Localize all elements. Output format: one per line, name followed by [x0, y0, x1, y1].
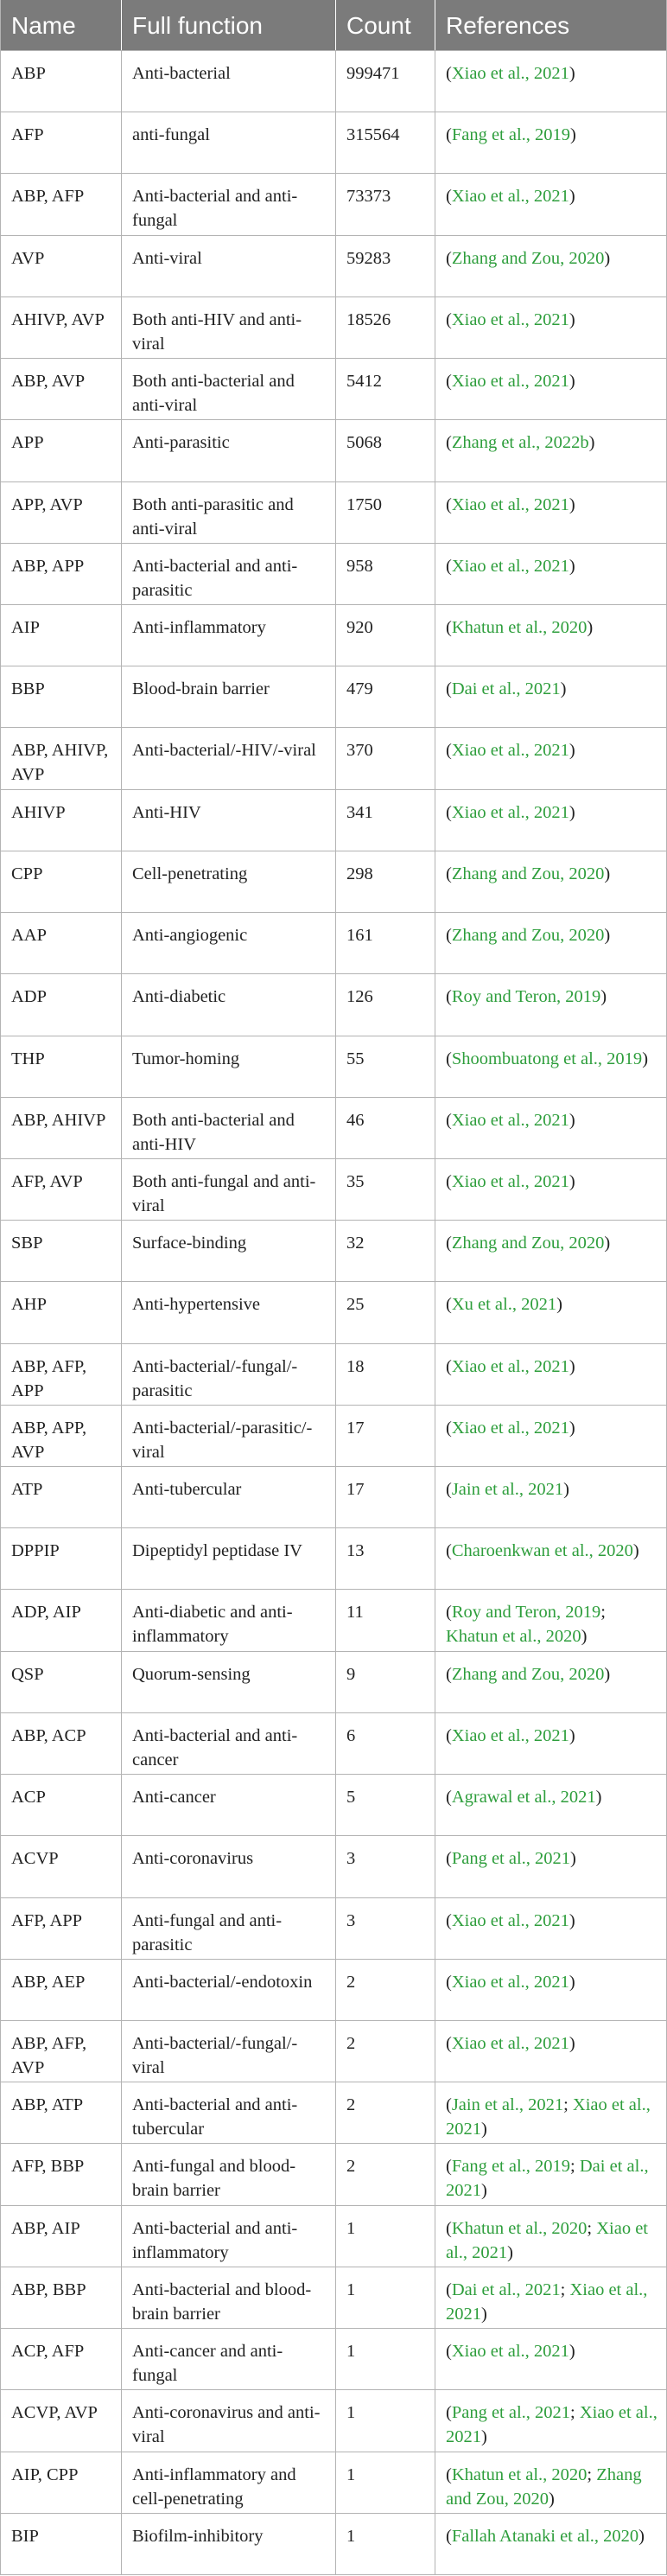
reference-link[interactable]: Pang et al., 2021	[451, 1849, 571, 1869]
table-row	[1, 481, 666, 543]
reference-link[interactable]: Jain et al., 2021	[451, 1480, 564, 1500]
table-row	[1, 112, 666, 173]
cell-references: (Xiao et al., 2021)	[446, 2342, 575, 2362]
reference-link[interactable]: Xiao et al., 2021	[451, 1171, 569, 1191]
cell-count: 1	[336, 2329, 435, 2389]
table-body	[1, 50, 666, 2574]
reference-link[interactable]: Xiao et al., 2021	[451, 1972, 569, 1992]
table-row	[1, 1527, 666, 1589]
cell-full-function: anti-fungal	[122, 112, 336, 173]
cell-full-function: Anti-bacterial	[122, 51, 336, 112]
reference-link[interactable]: Fallah Atanaki et al., 2020	[451, 2526, 639, 2546]
table-row	[1, 2389, 666, 2451]
cell-count: 5068	[336, 420, 435, 481]
cell-full-function: Anti-bacterial/-fungal/-parasitic	[122, 1344, 336, 1405]
table-row	[1, 1835, 666, 1897]
cell-name: ABP, ACP	[1, 1713, 122, 1774]
reference-link[interactable]: Xiao et al., 2021	[446, 2403, 657, 2447]
cell-references: (Xiao et al., 2021)	[446, 187, 575, 207]
cell-full-function: Surface-binding	[122, 1221, 336, 1281]
cell-name: AVP	[1, 236, 122, 296]
cell-name: APP	[1, 420, 122, 481]
cell-count: 479	[336, 666, 435, 727]
cell-name: AIP	[1, 605, 122, 666]
reference-link[interactable]: Xiao et al., 2021	[451, 1110, 569, 1130]
cell-count: 920	[336, 605, 435, 666]
table-row	[1, 173, 666, 234]
cell-full-function: Anti-cancer and anti-fungal	[122, 2329, 336, 2389]
cell-name: ABP, APP, AVP	[1, 1406, 122, 1466]
cell-name: ABP, BBP	[1, 2267, 122, 2328]
cell-name: ABP, AFP, AVP	[1, 2021, 122, 2082]
cell-count: 11	[336, 1590, 435, 1650]
reference-link[interactable]: Zhang and Zou, 2020	[451, 248, 605, 268]
cell-references: (Jain et al., 2021)	[446, 1480, 569, 1500]
reference-link[interactable]: Xiao et al., 2021	[451, 1418, 569, 1438]
cell-count: 32	[336, 1221, 435, 1281]
table-row	[1, 50, 666, 112]
reference-link[interactable]: Charoenkwan et al., 2020	[451, 1541, 633, 1561]
cell-name: ACVP, AVP	[1, 2390, 122, 2451]
cell-references: (Khatun et al., 2020)	[446, 617, 594, 637]
cell-full-function: Anti-fungal and anti-parasitic	[122, 1898, 336, 1959]
reference-link[interactable]: Khatun et al., 2020	[446, 1627, 581, 1647]
reference-link[interactable]: Xiao et al., 2021	[451, 309, 569, 329]
cell-references: (Zhang and Zou, 2020)	[446, 926, 611, 946]
table-row	[1, 973, 666, 1035]
cell-count: 1	[336, 2267, 435, 2328]
reference-link[interactable]: Zhang and Zou, 2020	[451, 926, 605, 946]
cell-references: (Xiao et al., 2021)	[446, 372, 575, 392]
reference-link[interactable]: Fang et al., 2019	[451, 125, 571, 145]
cell-references: (Zhang and Zou, 2020)	[446, 1234, 611, 1253]
cell-full-function: Anti-hypertensive	[122, 1282, 336, 1342]
cell-references: (Roy and Teron, 2019)	[446, 987, 607, 1007]
cell-name: AHIVP	[1, 790, 122, 851]
cell-references: (Zhang and Zou, 2020)	[446, 864, 611, 883]
cell-name: QSP	[1, 1652, 122, 1712]
reference-link[interactable]: Xiao et al., 2021	[451, 802, 569, 822]
cell-references: (Shoombuatong et al., 2019)	[446, 1049, 649, 1068]
cell-count: 958	[336, 544, 435, 604]
cell-count: 73373	[336, 174, 435, 234]
cell-references: (Xiao et al., 2021)	[446, 1910, 575, 1930]
cell-references: (Xiao et al., 2021)	[446, 1972, 575, 1992]
cell-full-function: Anti-bacterial and blood-brain barrier	[122, 2267, 336, 2328]
table-row	[1, 2143, 666, 2204]
table-row	[1, 1158, 666, 1220]
table-row	[1, 1281, 666, 1342]
cell-full-function: Anti-inflammatory and cell-penetrating	[122, 2452, 336, 2513]
cell-name: AHP	[1, 1282, 122, 1342]
table-row	[1, 2020, 666, 2082]
cell-count: 370	[336, 728, 435, 788]
cell-references: (Xiao et al., 2021)	[446, 1418, 575, 1438]
cell-references: (Jain et al., 2021; Xiao et al., 2021)	[446, 2095, 651, 2139]
cell-full-function: Cell-penetrating	[122, 851, 336, 912]
reference-link[interactable]: Xiao et al., 2021	[451, 494, 569, 514]
cell-count: 999471	[336, 51, 435, 112]
reference-link[interactable]: Dai et al., 2021	[451, 2280, 561, 2299]
cell-count: 13	[336, 1528, 435, 1589]
cell-references: (Xiao et al., 2021)	[446, 1356, 575, 1376]
header-references: References	[446, 12, 570, 39]
cell-references: (Xiao et al., 2021)	[446, 741, 575, 761]
cell-full-function: Anti-diabetic	[122, 974, 336, 1035]
reference-link[interactable]: Xiao et al., 2021	[446, 2218, 649, 2262]
table-row	[1, 727, 666, 788]
reference-link[interactable]: Zhang and Zou, 2020	[451, 1234, 605, 1253]
table-row	[1, 912, 666, 973]
cell-references: (Xiao et al., 2021)	[446, 2034, 575, 2053]
cell-count: 1750	[336, 482, 435, 543]
table-row	[1, 296, 666, 358]
reference-link[interactable]: Xiao et al., 2021	[451, 1356, 569, 1376]
table-row	[1, 1589, 666, 1650]
cell-name: ACP	[1, 1775, 122, 1835]
reference-link[interactable]: Dai et al., 2021	[451, 679, 561, 699]
cell-full-function: Anti-parasitic	[122, 420, 336, 481]
cell-references: (Charoenkwan et al., 2020)	[446, 1541, 639, 1561]
cell-references: (Dai et al., 2021)	[446, 679, 567, 699]
cell-full-function: Anti-bacterial and anti-parasitic	[122, 544, 336, 604]
cell-references: (Xiao et al., 2021)	[446, 64, 575, 83]
cell-full-function: Anti-bacterial/-endotoxin	[122, 1960, 336, 2020]
cell-references: (Xiao et al., 2021)	[446, 802, 575, 822]
table-row	[1, 1036, 666, 1097]
reference-link[interactable]: Xiao et al., 2021	[451, 1725, 569, 1745]
cell-name: AFP	[1, 112, 122, 173]
table-row	[1, 2082, 666, 2143]
cell-references: (Xu et al., 2021)	[446, 1295, 562, 1315]
cell-name: ATP	[1, 1467, 122, 1527]
cell-full-function: Blood-brain barrier	[122, 666, 336, 727]
cell-count: 2	[336, 2021, 435, 2082]
cell-full-function: Anti-inflammatory	[122, 605, 336, 666]
cell-full-function: Anti-tubercular	[122, 1467, 336, 1527]
table-header	[1, 0, 666, 50]
table-row	[1, 543, 666, 604]
table-row	[1, 789, 666, 851]
cell-full-function: Dipeptidyl peptidase IV	[122, 1528, 336, 1589]
reference-link[interactable]: Roy and Teron, 2019	[451, 1603, 601, 1623]
table-row	[1, 851, 666, 912]
header-count: Count	[336, 0, 435, 50]
cell-name: AAP	[1, 913, 122, 973]
cell-count: 55	[336, 1036, 435, 1097]
reference-link[interactable]: Xiao et al., 2021	[451, 741, 569, 761]
cell-name: ABP, AEP	[1, 1960, 122, 2020]
cell-name: AFP, BBP	[1, 2144, 122, 2204]
cell-name: CPP	[1, 851, 122, 912]
reference-link[interactable]: Roy and Teron, 2019	[451, 987, 601, 1007]
table-row	[1, 2513, 666, 2574]
table-row	[1, 604, 666, 666]
cell-references: (Xiao et al., 2021)	[446, 1725, 575, 1745]
cell-full-function: Anti-fungal and blood-brain barrier	[122, 2144, 336, 2204]
cell-full-function: Anti-bacterial and anti-tubercular	[122, 2082, 336, 2143]
reference-link[interactable]: Agrawal et al., 2021	[451, 1788, 596, 1808]
reference-link[interactable]: Xiao et al., 2021	[451, 64, 569, 83]
cell-full-function: Anti-diabetic and anti-inflammatory	[122, 1590, 336, 1650]
cell-full-function: Both anti-bacterial and anti-HIV	[122, 1098, 336, 1158]
header-full-function: Full function	[122, 0, 336, 50]
reference-link[interactable]: Xiao et al., 2021	[451, 2342, 569, 2362]
cell-full-function: Anti-angiogenic	[122, 913, 336, 973]
table-row	[1, 2205, 666, 2267]
reference-link[interactable]: Xiao et al., 2021	[446, 2095, 651, 2139]
cell-name: ACVP	[1, 1836, 122, 1897]
cell-name: BBP	[1, 666, 122, 727]
table-row	[1, 666, 666, 727]
cell-name: ABP, AHIVP, AVP	[1, 728, 122, 788]
cell-references: (Roy and Teron, 2019; Khatun et al., 2020)	[446, 1603, 606, 1647]
cell-full-function: Both anti-bacterial and anti-viral	[122, 359, 336, 419]
reference-link[interactable]: Khatun et al., 2020	[451, 2218, 588, 2238]
table-row	[1, 1712, 666, 1774]
cell-full-function: Anti-bacterial/-fungal/-viral	[122, 2021, 336, 2082]
cell-name: AFP, APP	[1, 1898, 122, 1959]
cell-references: (Xiao et al., 2021)	[446, 309, 575, 329]
table-row	[1, 1466, 666, 1527]
cell-count: 18	[336, 1344, 435, 1405]
cell-count: 3	[336, 1898, 435, 1959]
cell-count: 46	[336, 1098, 435, 1158]
cell-name: ABP, AFP, APP	[1, 1344, 122, 1405]
cell-count: 18526	[336, 297, 435, 358]
cell-references: (Xiao et al., 2021)	[446, 494, 575, 514]
cell-full-function: Tumor-homing	[122, 1036, 336, 1097]
cell-name: ABP, AHIVP	[1, 1098, 122, 1158]
cell-count: 59283	[336, 236, 435, 296]
cell-references: (Agrawal et al., 2021)	[446, 1788, 602, 1808]
cell-full-function: Anti-bacterial and anti-fungal	[122, 174, 336, 234]
cell-count: 35	[336, 1159, 435, 1220]
cell-name: ACP, AFP	[1, 2329, 122, 2389]
cell-count: 17	[336, 1406, 435, 1466]
cell-full-function: Anti-coronavirus and anti-viral	[122, 2390, 336, 2451]
cell-references: (Zhang and Zou, 2020)	[446, 248, 611, 268]
cell-count: 9	[336, 1652, 435, 1712]
cell-count: 1	[336, 2206, 435, 2267]
cell-references: (Khatun et al., 2020; Zhang and Zou, 2020)	[446, 2464, 642, 2509]
reference-link[interactable]: Xiao et al., 2021	[451, 1910, 569, 1930]
table-row	[1, 1343, 666, 1405]
cell-full-function: Anti-HIV	[122, 790, 336, 851]
cell-count: 3	[336, 1836, 435, 1897]
cell-count: 298	[336, 851, 435, 912]
cell-name: ABP, ATP	[1, 2082, 122, 2143]
table-row	[1, 1959, 666, 2020]
reference-link[interactable]: Xiao et al., 2021	[451, 372, 569, 392]
reference-link[interactable]: Fang et al., 2019	[451, 2157, 571, 2177]
reference-link[interactable]: Khatun et al., 2020	[451, 617, 588, 637]
cell-full-function: Both anti-HIV and anti-viral	[122, 297, 336, 358]
cell-references: (Dai et al., 2021; Xiao et al., 2021)	[446, 2280, 648, 2324]
cell-full-function: Anti-coronavirus	[122, 1836, 336, 1897]
reference-link[interactable]: Jain et al., 2021	[451, 2095, 564, 2115]
table-row	[1, 2452, 666, 2513]
cell-count: 126	[336, 974, 435, 1035]
table-row	[1, 1774, 666, 1835]
reference-link[interactable]: Xiao et al., 2021	[451, 556, 569, 576]
reference-link[interactable]: Zhang and Zou, 2020	[446, 2464, 642, 2509]
cell-name: DPPIP	[1, 1528, 122, 1589]
cell-count: 1	[336, 2452, 435, 2513]
cell-full-function: Biofilm-inhibitory	[122, 2514, 336, 2574]
cell-count: 17	[336, 1467, 435, 1527]
cell-count: 315564	[336, 112, 435, 173]
table-row	[1, 1220, 666, 1281]
reference-link[interactable]: Dai et al., 2021	[446, 2157, 649, 2201]
cell-full-function: Anti-bacterial and anti-cancer	[122, 1713, 336, 1774]
table-row	[1, 1097, 666, 1158]
reference-link[interactable]: Zhang and Zou, 2020	[451, 1664, 605, 1684]
cell-name: ADP	[1, 974, 122, 1035]
reference-link[interactable]: Shoombuatong et al., 2019	[451, 1049, 643, 1068]
cell-references: (Khatun et al., 2020; Xiao et al., 2021)	[446, 2218, 649, 2262]
reference-link[interactable]: Zhang et al., 2022b	[451, 433, 589, 453]
cell-count: 161	[336, 913, 435, 973]
cell-count: 5	[336, 1775, 435, 1835]
table-row	[1, 2328, 666, 2389]
cell-count: 2	[336, 2144, 435, 2204]
cell-count: 6	[336, 1713, 435, 1774]
reference-link[interactable]: Xiao et al., 2021	[451, 2034, 569, 2053]
cell-full-function: Anti-viral	[122, 236, 336, 296]
reference-link[interactable]: Xiao et al., 2021	[451, 187, 569, 207]
cell-full-function: Anti-bacterial and anti-inflammatory	[122, 2206, 336, 2267]
cell-full-function: Anti-cancer	[122, 1775, 336, 1835]
reference-link[interactable]: Xu et al., 2021	[451, 1295, 557, 1315]
cell-name: AHIVP, AVP	[1, 297, 122, 358]
reference-link[interactable]: Xiao et al., 2021	[446, 2280, 648, 2324]
cell-name: ABP, AFP	[1, 174, 122, 234]
table-row	[1, 419, 666, 481]
cell-name: ABP, AVP	[1, 359, 122, 419]
cell-references: (Xiao et al., 2021)	[446, 1110, 575, 1130]
cell-count: 2	[336, 2082, 435, 2143]
reference-link[interactable]: Zhang and Zou, 2020	[451, 864, 605, 883]
cell-name: AIP, CPP	[1, 2452, 122, 2513]
cell-count: 25	[336, 1282, 435, 1342]
cell-full-function: Anti-bacterial/-parasitic/-viral	[122, 1406, 336, 1466]
cell-name: APP, AVP	[1, 482, 122, 543]
cell-count: 341	[336, 790, 435, 851]
cell-name: ABP, APP	[1, 544, 122, 604]
reference-link[interactable]: Pang et al., 2021	[451, 2403, 571, 2423]
table-row	[1, 2267, 666, 2328]
cell-name: AFP, AVP	[1, 1159, 122, 1220]
cell-name: ABP	[1, 51, 122, 112]
cell-references: (Pang et al., 2021)	[446, 1849, 576, 1869]
header-name: Name	[1, 0, 122, 50]
cell-full-function: Anti-bacterial/-HIV/-viral	[122, 728, 336, 788]
cell-name: ABP, AIP	[1, 2206, 122, 2267]
cell-name: BIP	[1, 2514, 122, 2574]
cell-name: THP	[1, 1036, 122, 1097]
cell-references: (Fallah Atanaki et al., 2020)	[446, 2526, 645, 2546]
cell-references: (Zhang et al., 2022b)	[446, 433, 595, 453]
cell-count: 5412	[336, 359, 435, 419]
cell-references: (Xiao et al., 2021)	[446, 556, 575, 576]
cell-references: (Zhang and Zou, 2020)	[446, 1664, 611, 1684]
cell-count: 1	[336, 2514, 435, 2574]
cell-count: 2	[336, 1960, 435, 2020]
cell-full-function: Both anti-fungal and anti-viral	[122, 1159, 336, 1220]
cell-full-function: Both anti-parasitic and anti-viral	[122, 482, 336, 543]
cell-references: (Pang et al., 2021; Xiao et al., 2021)	[446, 2403, 657, 2447]
reference-link[interactable]: Khatun et al., 2020	[451, 2464, 588, 2484]
table-row	[1, 235, 666, 296]
table-row	[1, 1405, 666, 1466]
cell-references: (Fang et al., 2019; Dai et al., 2021)	[446, 2157, 649, 2201]
table-row	[1, 1897, 666, 1959]
table-row	[1, 358, 666, 419]
cell-references: (Fang et al., 2019)	[446, 125, 576, 145]
cell-name: SBP	[1, 1221, 122, 1281]
table-row	[1, 1651, 666, 1712]
cell-count: 1	[336, 2390, 435, 2451]
cell-full-function: Quorum-sensing	[122, 1652, 336, 1712]
cell-references: (Xiao et al., 2021)	[446, 1171, 575, 1191]
cell-name: ADP, AIP	[1, 1590, 122, 1650]
